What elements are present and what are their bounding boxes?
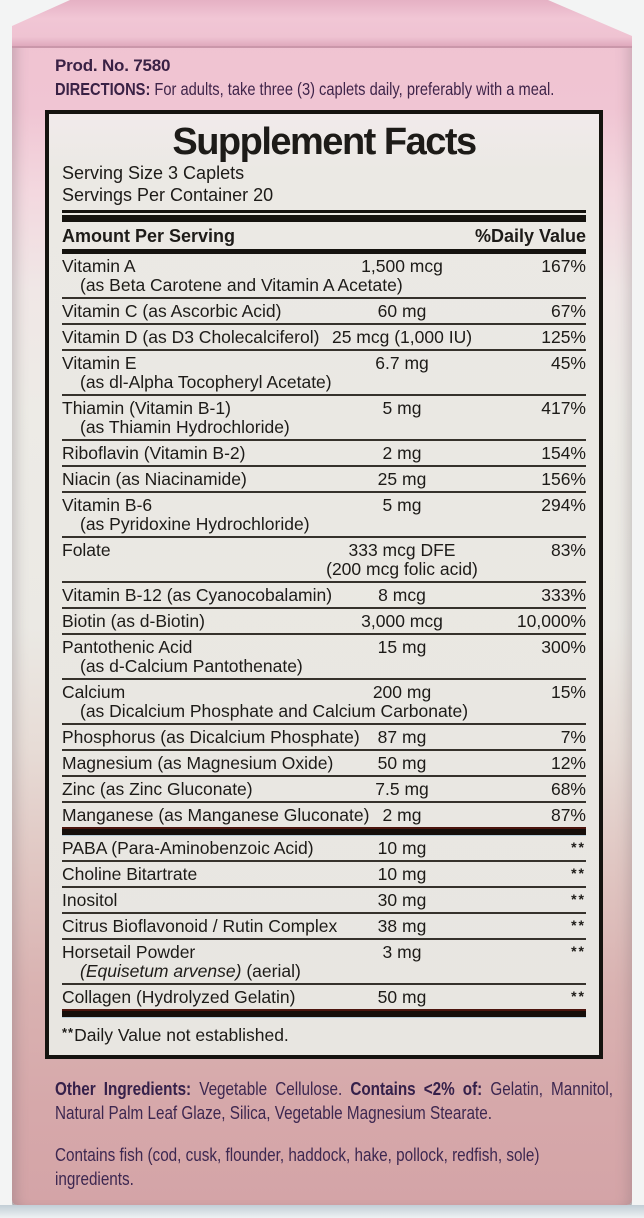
table-row — [62, 633, 586, 678]
nutrient-daily-value: ** — [571, 917, 586, 933]
nutrient-name: Thiamin (Vitamin B-1) — [62, 398, 231, 418]
nutrient-daily-value: ** — [571, 988, 586, 1004]
nutrient-name: Niacin (as Niacinamide) — [62, 469, 247, 489]
nutrient-name: Calcium — [62, 682, 126, 702]
other-ingredients-label: Other Ingredients: — [55, 1079, 192, 1099]
section-divider — [62, 827, 586, 836]
nutrient-name: Vitamin E — [62, 353, 137, 373]
table-row — [62, 983, 586, 1009]
nutrient-amount: 2 mg — [382, 443, 422, 463]
nutrient-source: (as Beta Carotene and Vitamin A Acetate) — [80, 275, 403, 295]
nutrient-daily-value: 154% — [541, 443, 586, 463]
dv-footnote — [62, 1018, 586, 1047]
box-front-face — [12, 0, 632, 1191]
nutrient-name: Riboflavin (Vitamin B-2) — [62, 443, 246, 463]
footnote-marker: ** — [62, 1025, 75, 1040]
table-row — [62, 886, 586, 912]
nutrient-daily-value: 7% — [560, 727, 586, 747]
section-divider — [62, 1009, 586, 1018]
nutrient-name: Magnesium (as Magnesium Oxide) — [62, 753, 334, 773]
table-row — [62, 323, 586, 349]
nutrient-amount: 38 mg — [377, 916, 427, 936]
nutrient-name: Phosphorus (as Dicalcium Phosphate) — [62, 727, 360, 747]
nutrient-amount: 5 mg — [382, 398, 422, 418]
nutrient-amount: 60 mg — [377, 301, 427, 321]
nutrient-source: (as Dicalcium Phosphate and Calcium Carbonate) — [80, 701, 469, 721]
nutrient-source: (as Pyridoxine Hydrochloride) — [80, 514, 310, 534]
bottom-package-text — [55, 1077, 632, 1191]
nutrient-amount: 50 mg — [377, 987, 427, 1007]
table-row — [62, 775, 586, 801]
nutrient-daily-value: 45% — [550, 353, 586, 373]
table-row — [62, 394, 586, 439]
facts-rows — [62, 254, 586, 1018]
nutrient-daily-value: 294% — [541, 495, 586, 515]
table-row — [62, 465, 586, 491]
table-row — [62, 349, 586, 394]
supplement-facts-panel — [45, 110, 603, 1059]
nutrient-name: Folate — [62, 540, 111, 560]
table-row — [62, 607, 586, 633]
nutrient-amount: 7.5 mg — [375, 779, 429, 799]
nutrient-name: Horsetail Powder — [62, 942, 196, 962]
table-row — [62, 297, 586, 323]
nutrient-amount: 333 mcg DFE — [348, 540, 456, 560]
nutrient-daily-value: 156% — [541, 469, 586, 489]
table-row — [62, 749, 586, 775]
nutrient-daily-value: 300% — [541, 637, 586, 657]
nutrient-daily-value: 87% — [550, 805, 586, 825]
nutrient-daily-value: 67% — [550, 301, 586, 321]
nutrient-daily-value: 83% — [550, 540, 586, 560]
nutrient-daily-value: ** — [571, 865, 586, 881]
nutrient-daily-value: 333% — [541, 585, 586, 605]
footnote-text: Daily Value not established. — [74, 1025, 289, 1045]
nutrient-name: Collagen (Hydrolyzed Gelatin) — [62, 987, 296, 1007]
nutrient-name: Biotin (as d-Biotin) — [62, 611, 205, 631]
nutrient-name: Citrus Bioflavonoid / Rutin Complex — [62, 916, 338, 936]
nutrient-daily-value: ** — [571, 943, 586, 959]
table-row — [62, 860, 586, 886]
product-box — [12, 0, 632, 1205]
nutrient-amount: 30 mg — [377, 890, 427, 910]
nutrient-daily-value: 15% — [550, 682, 586, 702]
directions-label: DIRECTIONS: — [55, 79, 151, 99]
daily-value-header: %Daily Value — [474, 226, 586, 246]
nutrient-name: Vitamin C (as Ascorbic Acid) — [62, 301, 282, 321]
nutrient-name: Vitamin A — [62, 256, 136, 276]
directions — [55, 78, 613, 100]
table-row — [62, 912, 586, 938]
servings-per-container: Servings Per Container 20 — [62, 185, 274, 205]
table-row — [62, 536, 586, 581]
nutrient-daily-value: 125% — [541, 327, 586, 347]
nutrient-daily-value: 10,000% — [516, 611, 586, 631]
nutrient-name: Vitamin B-12 (as Cyanocobalamin) — [62, 585, 333, 605]
nutrient-daily-value: 417% — [541, 398, 586, 418]
table-row — [62, 836, 586, 860]
nutrient-amount: 5 mg — [382, 495, 422, 515]
contains-label: Contains <2% of: — [350, 1079, 483, 1099]
nutrient-amount: 200 mg — [372, 682, 432, 702]
amount-per-serving-header: Amount Per Serving — [62, 226, 236, 246]
nutrient-source: (as d-Calcium Pantothenate) — [80, 656, 303, 676]
nutrient-amount: 2 mg — [382, 805, 422, 825]
nutrient-name: Pantothenic Acid — [62, 637, 193, 657]
nutrient-name: Zinc (as Zinc Gluconate) — [62, 779, 253, 799]
nutrient-amount: 10 mg — [377, 864, 427, 884]
nutrient-source: (Equisetum arvense) (aerial) — [80, 961, 301, 981]
panel-title: Supplement Facts — [172, 121, 476, 163]
nutrient-amount: 3 mg — [382, 942, 422, 962]
table-row — [62, 439, 586, 465]
other-ingredients-text: Vegetable Cellulose. — [199, 1079, 343, 1099]
nutrient-amount: 50 mg — [377, 753, 427, 773]
table-row — [62, 723, 586, 749]
nutrient-daily-value: 12% — [550, 753, 586, 773]
nutrient-source: (as Thiamin Hydrochloride) — [80, 417, 290, 437]
table-row — [62, 491, 586, 536]
nutrient-name: Vitamin D (as D3 Cholecalciferol) — [62, 327, 320, 347]
nutrient-daily-value: 68% — [550, 779, 586, 799]
nutrient-name: Vitamin B-6 — [62, 495, 153, 515]
nutrient-source: (as dl-Alpha Tocopheryl Acetate) — [80, 372, 332, 392]
nutrient-daily-value: ** — [571, 839, 586, 855]
nutrient-amount: 6.7 mg — [375, 353, 429, 373]
nutrient-amount: 25 mcg (1,000 IU) — [331, 327, 473, 347]
nutrient-name: PABA (Para-Aminobenzoic Acid) — [62, 838, 314, 858]
header-top-bar — [62, 210, 586, 222]
table-header — [62, 222, 586, 249]
other-ingredients — [55, 1077, 613, 1125]
table-row — [62, 678, 586, 723]
nutrient-amount: 1,500 mcg — [361, 256, 443, 276]
nutrient-name: Inositol — [62, 890, 118, 910]
nutrient-daily-value: ** — [571, 891, 586, 907]
contains-text: Gelatin, Mannitol, Natural Palm Leaf Glaze, Silica, Vegetable Magnesium Stearate. — [55, 1079, 613, 1123]
nutrient-amount: 10 mg — [377, 838, 427, 858]
nutrient-name: Manganese (as Manganese Gluconate) — [62, 805, 370, 825]
amount-detail: (200 mcg folic acid) — [326, 559, 478, 579]
table-row — [62, 254, 586, 297]
nutrient-name: Choline Bitartrate — [62, 864, 198, 884]
table-row — [62, 801, 586, 827]
directions-text: For adults, take three (3) caplets daily, preferably with a meal. — [154, 79, 555, 99]
product-number: Prod. No. 7580 — [55, 56, 171, 75]
nutrient-amount: 15 mg — [377, 637, 427, 657]
nutrient-amount: 25 mg — [377, 469, 427, 489]
nutrient-amount: 87 mg — [377, 727, 427, 747]
surface-below-box — [0, 1205, 644, 1218]
table-row — [62, 938, 586, 983]
nutrient-amount: 8 mcg — [378, 585, 426, 605]
serving-size: Serving Size 3 Caplets — [62, 163, 245, 183]
nutrient-daily-value: 167% — [541, 256, 586, 276]
allergen-statement: Contains fish (cod, cusk, flounder, haddock, hake, pollock, redfish, sole) ingredients. — [55, 1145, 540, 1189]
table-row — [62, 581, 586, 607]
nutrient-amount: 3,000 mcg — [361, 611, 443, 631]
